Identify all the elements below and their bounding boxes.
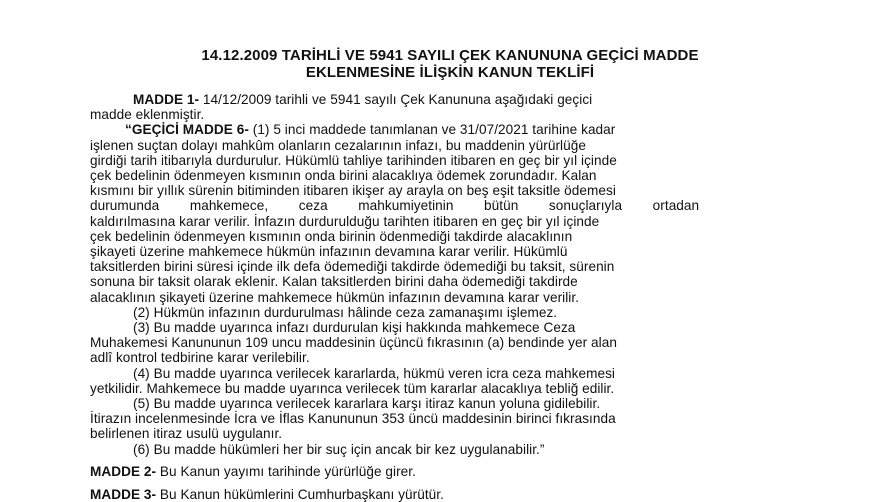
gecici-para6: (6) Bu madde hükümleri her bir suç için ancak bir kez uygulanabilir.”: [133, 441, 545, 457]
madde-1-label: MADDE 1-: [133, 92, 200, 107]
gecici-para5-line: İtirazın incelenmesinde İcra ve İflas Kanununun 353 üncü maddesinin birinci fıkrasında: [90, 411, 616, 427]
madde-3-label: MADDE 3-: [90, 487, 157, 502]
gecici-para5-line: belirlenen itiraz usulü uygulanır.: [90, 426, 283, 442]
gecici-para4-line: (4) Bu madde uyarınca verilecek kararlarda, hükmü veren icra ceza mahkemesi: [133, 365, 615, 381]
gecici-para1-line: durumunda mahkemece, ceza mahkumiyetinin bütün sonuçlarıyla ortadan: [90, 198, 700, 214]
gecici-para1-line: şikayeti üzerine mahkemece hükmün infazının devamına karar verilir. Hükümlü: [90, 244, 568, 259]
madde-1-line-2: madde eklenmiştir.: [90, 107, 205, 123]
gecici-para1-line: çek bedelinin ödenmeyen kısmının onda birinin ödenmediği takdirde alacaklının: [90, 228, 573, 244]
gecici-para1-line: girdiği tarih itibarıyla durdurulur. Hükümlü tahliye tarihinden itibaren en geç bir yıl içinde: [90, 152, 617, 168]
gecici-para1-line: işlenen suçtan dolayı mahkûm olanların cezalarının infazı, bu maddenin yürürlüğe: [90, 137, 586, 153]
document-title-line-1: 14.12.2009 TARİHLİ VE 5941 SAYILI ÇEK KANUNUNA GEÇİCİ MADDE: [201, 47, 699, 64]
document-title-line-2: EKLENMESİNE İLİŞKİN KANUN TEKLİFİ: [305, 64, 595, 81]
gecici-para1-text: (1) 5 inci maddede tanımlanan ve 31/07/2021 tarihine kadar: [248, 122, 616, 138]
madde-1-text: 14/12/2009 tarihli ve 5941 sayılı Çek Kanununa aşağıdaki geçici: [199, 92, 593, 107]
gecici-para3-line: adlî kontrol tedbirine karar verilebilir.: [90, 350, 310, 366]
madde-3-text: Bu Kanun hükümlerini Cumhurbaşkanı yürütür.: [156, 487, 444, 502]
gecici-para4-line: yetkilidir. Mahkemece bu madde uyarınca verilecek tüm kararlar alacaklıya tebliğ edilir.: [90, 380, 615, 396]
gecici-para1-line: alacaklının şikayeti üzerine mahkemece hükmün infazının devamına karar verilir.: [90, 289, 580, 305]
madde-1-line-1: [133, 92, 592, 107]
madde-2-line: [90, 464, 416, 479]
madde-2-label: MADDE 2-: [90, 464, 157, 479]
gecici-para2: (2) Hükmün infazının durdurulması hâlinde ceza zamanaşımı işlemez.: [133, 304, 558, 320]
gecici-para1-line: sonuna bir taksit olarak eklenir. Kalan taksitlerden birini daha ödemediği takdirde: [90, 274, 578, 290]
madde-2-text: Bu Kanun yayımı tarihinde yürürlüğe girer.: [156, 464, 416, 479]
gecici-para1-line: kısmını bir yıllık sürenin bitiminden itibaren ikişer ay arayla on beş eşit taksitle ödemesi: [90, 183, 616, 199]
gecici-para3-line: (3) Bu madde uyarınca infazı durdurulan kişi hakkında mahkemece Ceza: [133, 320, 576, 335]
gecici-madde-label: “GEÇİCİ MADDE 6-: [125, 122, 249, 138]
gecici-para1-line: taksitlerden birini süresi içinde ilk defa ödemediği takdirde ödemediği bu taksit, sürenin: [90, 259, 615, 275]
gecici-para1-line: kaldırılmasına karar verilir. İnfazın durdurulduğu tarihten itibaren en geç bir yıl içinde: [90, 213, 600, 229]
gecici-para3-line: Muhakemesi Kanununun 109 uncu maddesinin üçüncü fıkrasının (a) bendinde yer alan: [90, 335, 617, 351]
gecici-madde-line-1: [125, 122, 615, 137]
gecici-para5-line: (5) Bu madde uyarınca verilecek kararlara karşı itiraz kanun yoluna gidilebilir.: [133, 396, 601, 411]
gecici-para1-line: çek bedelinin ödenmeyen kısmının onda birini alacaklıya ödemek zorundadır. Kalan: [90, 168, 597, 183]
